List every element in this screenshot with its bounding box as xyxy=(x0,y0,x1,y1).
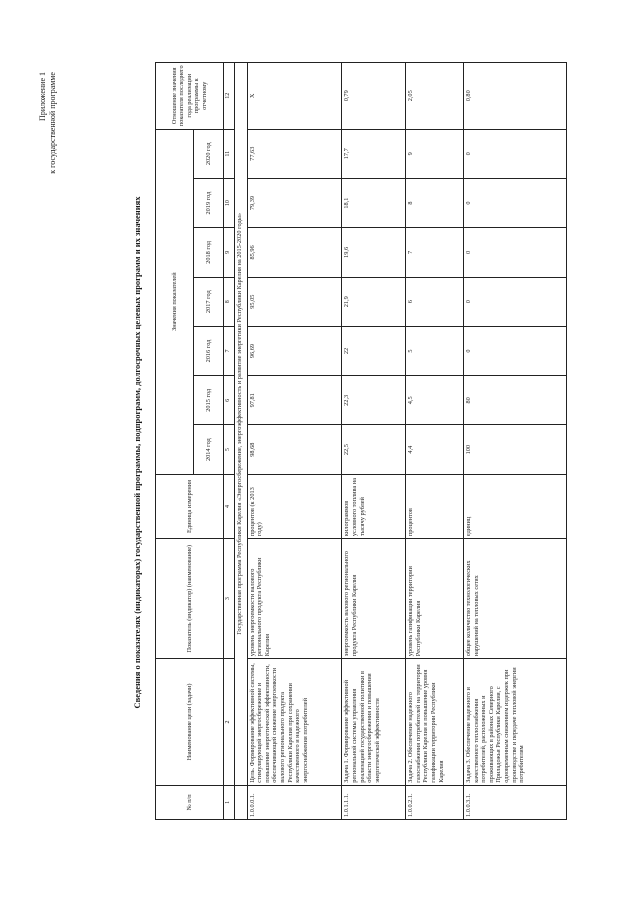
header-num: № п/п xyxy=(156,785,224,819)
row-value: 79,39 xyxy=(247,178,342,227)
row-value: 96,69 xyxy=(247,326,342,375)
row-indicator: уровень энергоемкости валового регионального продукта Республики Карелия xyxy=(247,539,342,659)
header-unit: Единица измерения xyxy=(156,474,224,538)
row-value: 80 xyxy=(463,376,566,425)
header-year: 2016 год xyxy=(194,326,224,375)
header-year: 2014 год xyxy=(194,425,224,474)
row-value: 0 xyxy=(463,129,566,178)
row-ratio: 0,80 xyxy=(463,63,566,130)
column-number: 9 xyxy=(224,228,235,277)
row-unit: килограммов условного топлива на тысячу рублей xyxy=(342,474,406,538)
row-num: 1.0.1.1.1. xyxy=(342,785,406,819)
row-value: 21,9 xyxy=(342,277,406,326)
row-value: 0 xyxy=(463,326,566,375)
program-row xyxy=(235,63,247,820)
row-value: 77,63 xyxy=(247,129,342,178)
row-ratio: 2,05 xyxy=(406,63,464,130)
row-value: 0 xyxy=(463,277,566,326)
row-unit: единиц xyxy=(463,474,566,538)
column-number: 5 xyxy=(224,425,235,474)
indicators-table xyxy=(155,62,567,820)
header-indicator: Показатель (индикатор) (наименование) xyxy=(156,539,224,659)
row-value: 98,68 xyxy=(247,425,342,474)
row-value: 7 xyxy=(406,228,464,277)
header-values-group: Значения показателей xyxy=(156,129,194,474)
column-number: 8 xyxy=(224,277,235,326)
row-indicator: энергоемкость валового регионального продукта Республики Карелия xyxy=(342,539,406,659)
row-value: 5 xyxy=(406,326,464,375)
row-value: 22 xyxy=(342,326,406,375)
row-unit: процентов xyxy=(406,474,464,538)
row-value: 22,3 xyxy=(342,376,406,425)
row-value: 0 xyxy=(463,228,566,277)
row-value: 19,6 xyxy=(342,228,406,277)
row-value: 97,81 xyxy=(247,376,342,425)
column-number: 4 xyxy=(224,474,235,538)
row-value: 4,5 xyxy=(406,376,464,425)
table-row xyxy=(406,63,464,820)
row-goal: Цель. Формирование эффективной системы, стимулирующей энергосбережение и повышение энергетической эффективности, обеспечивающей снижение энергоемкости валового регионального продукта Республики Карелия при сохранении качественного и надежного энергоснабжения потребителей xyxy=(247,659,342,786)
document-title: Сведения о показателях (индикаторах) государственной программы, подпрограмм, долгосрочных целевых программ и их значениях xyxy=(132,196,142,709)
row-unit: процентов (к 2013 году) xyxy=(247,474,342,538)
row-goal: Задача 2. Обеспечение надежного газоснабжения потребителей на территории Республики Карелия и повышение уровня газификации территории Республики Карелия xyxy=(406,659,464,786)
row-value: 4,4 xyxy=(406,425,464,474)
row-goal: Задача 3. Обеспечение надежного и качественного теплоснабжения потребителей, расположенных и проживающих в районах Северного Приладожья Республики Карелия, с одновременным снижением издержек при производстве и передаче тепловой энергии потребителям xyxy=(463,659,566,786)
table-row xyxy=(247,63,342,820)
table-row xyxy=(463,63,566,820)
header-year: 2015 год xyxy=(194,376,224,425)
row-value: 100 xyxy=(463,425,566,474)
column-number: 3 xyxy=(224,539,235,659)
row-ratio: 0,79 xyxy=(342,63,406,130)
column-number: 6 xyxy=(224,376,235,425)
column-number: 2 xyxy=(224,659,235,786)
row-goal: Задача 1. Формирование эффективной региональной системы управления реализацией государственной политики в области энергосбережения и повышения энергетической эффективности xyxy=(342,659,406,786)
header-year: 2019 год xyxy=(194,178,224,227)
header-ratio: Отношение значения показателя последнего года реализации программы к отчетному xyxy=(156,63,224,130)
header-year: 2018 год xyxy=(194,228,224,277)
row-num: 1.0.0.0.1. xyxy=(247,785,342,819)
row-num: 1.0.0.2.1. xyxy=(406,785,464,819)
row-value: 18,1 xyxy=(342,178,406,227)
row-value: 6 xyxy=(406,277,464,326)
column-number: 7 xyxy=(224,326,235,375)
column-number: 1 xyxy=(224,785,235,819)
row-value: 95,05 xyxy=(247,277,342,326)
appendix-line-2: к государственной программе xyxy=(48,72,57,174)
row-value: 0 xyxy=(463,178,566,227)
row-value: 22,5 xyxy=(342,425,406,474)
column-number: 12 xyxy=(224,63,235,130)
row-value: 8 xyxy=(406,178,464,227)
row-value: 17,7 xyxy=(342,129,406,178)
column-number: 11 xyxy=(224,129,235,178)
row-indicator: общее количество технологических нарушений на тепловых сетях xyxy=(463,539,566,659)
row-ratio: Х xyxy=(247,63,342,130)
header-goal: Наименование цели (задачи) xyxy=(156,659,224,786)
program-title: Государственная программа Республики Карелия «Энергосбережение, энергоэффективность и развитие энергетики Республики Карелия на 2015-2020 годы» xyxy=(235,63,247,786)
row-value: 85,96 xyxy=(247,228,342,277)
header-year: 2017 год xyxy=(194,277,224,326)
appendix-note xyxy=(38,72,58,174)
table-row xyxy=(342,63,406,820)
appendix-line-1: Приложение 1 xyxy=(38,72,47,121)
row-num: 1.0.0.3.1. xyxy=(463,785,566,819)
column-numbers-row xyxy=(224,63,235,820)
row-indicator: уровень газификации территории Республики Карелия xyxy=(406,539,464,659)
header-year: 2020 год xyxy=(194,129,224,178)
column-number: 10 xyxy=(224,178,235,227)
row-value: 9 xyxy=(406,129,464,178)
